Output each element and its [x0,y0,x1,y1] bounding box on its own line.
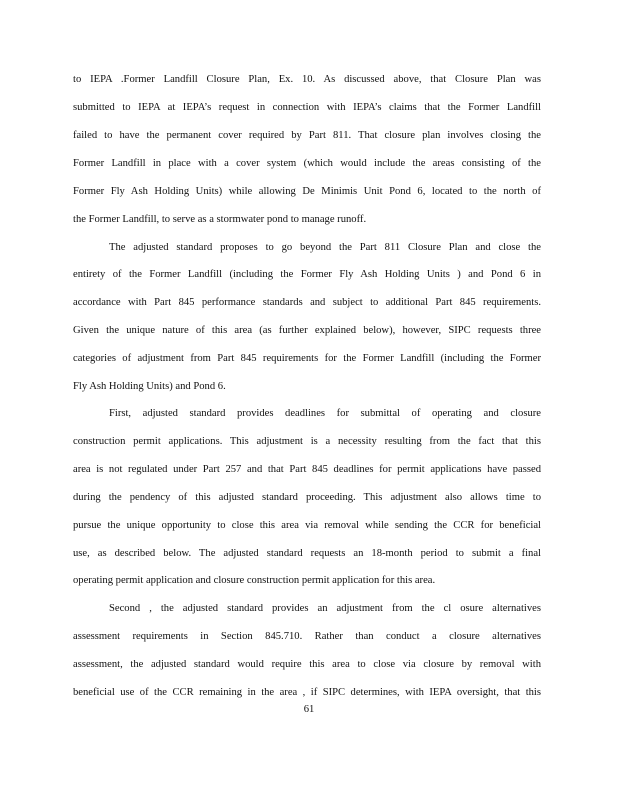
text-line: construction permit applications. This adjustment is a necessity resulting from the fact that this [73,436,541,447]
text-line: assessment requirements in Section 845.710. Rather than conduct a closure alternatives [73,631,541,642]
text-line: area is not regulated under Part 257 and that Part 845 deadlines for permit applications have passed [73,464,541,475]
text-line: Former Fly Ash Holding Units) while allowing De Minimis Unit Pond 6, located to the north of [73,186,541,197]
text-line: Given the unique nature of this area (as further explained below), however, SIPC requests three [73,325,541,336]
text-line: pursue the unique opportunity to close this area via removal while sending the CCR for beneficial [73,520,541,531]
text-line: operating permit application and closure construction permit application for this area. [73,575,436,586]
text-line: accordance with Part 845 performance standards and subject to additional Part 845 requirements. [73,297,541,308]
text-line: submitted to IEPA at IEPA’s request in connection with IEPA’s claims that the Former Landfill [73,102,541,113]
text-line: assessment, the adjusted standard would require this area to close via closure by removal with [73,659,541,670]
text-line: failed to have the permanent cover required by Part 811. That closure plan involves closing the [73,130,541,141]
text-line: The adjusted standard proposes to go beyond the Part 811 Closure Plan and close the [109,242,541,253]
text-line: categories of adjustment from Part 845 requirements for the Former Landfill (including the Former [73,353,541,364]
text-line: First, adjusted standard provides deadlines for submittal of operating and closure [109,408,541,419]
text-line: during the pendency of this adjusted standard proceeding. This adjustment also allows time to [73,492,541,503]
text-line: beneficial use of the CCR remaining in the area , if SIPC determines, with IEPA oversight, that this [73,687,541,698]
text-line: Second , the adjusted standard provides an adjustment from the cl osure alternatives [109,603,541,614]
text-line: Former Landfill in place with a cover system (which would include the areas consisting of the [73,158,541,169]
text-line: the Former Landfill, to serve as a stormwater pond to manage runoff. [73,214,367,225]
text-line: entirety of the Former Landfill (including the Former Fly Ash Holding Units ) and Pond 6 in [73,269,541,280]
text-line: to IEPA .Former Landfill Closure Plan, Ex. 10. As discussed above, that Closure Plan was [73,74,541,85]
text-line: use, as described below. The adjusted standard requests an 18-month period to submit a final [73,548,541,559]
page-number: 61 [303,704,315,715]
text-line: Fly Ash Holding Units) and Pond 6. [73,381,226,392]
